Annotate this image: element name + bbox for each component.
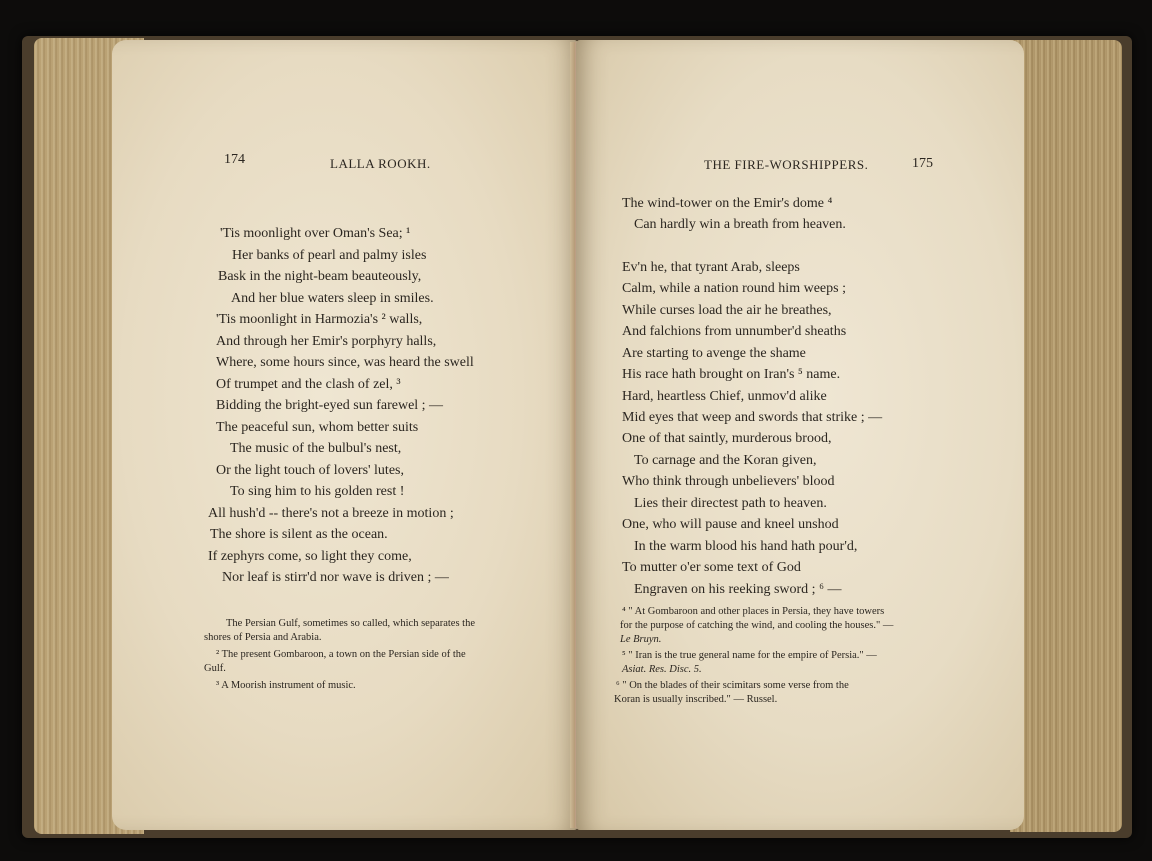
footnote-line: ⁴ " At Gombaroon and other places in Persia, they have towers: [622, 606, 885, 617]
verse-line: Of trumpet and the clash of zel, ³: [216, 377, 401, 392]
verse-line: Bask in the night-beam beauteously,: [218, 269, 422, 284]
footnote-line: for the purpose of catching the wind, and cooling the houses." —: [620, 620, 894, 631]
verse-line: And falchions from unnumber'd sheaths: [622, 324, 847, 339]
left-page: [112, 40, 578, 830]
verse-line: All hush'd -- there's not a breeze in motion ;: [208, 506, 454, 521]
verse-line: Where, some hours since, was heard the swell: [216, 355, 474, 370]
verse-line: If zephyrs come, so light they come,: [208, 549, 412, 564]
verse-line: Or the light touch of lovers' lutes,: [216, 463, 404, 478]
verse-line: Hard, heartless Chief, unmov'd alike: [622, 389, 827, 404]
verse-line: 'Tis moonlight in Harmozia's ² walls,: [216, 312, 423, 327]
verse-line: The music of the bulbul's nest,: [230, 441, 402, 456]
verse-line: The wind-tower on the Emir's dome ⁴: [622, 196, 833, 211]
footnote-line: The Persian Gulf, sometimes so called, which separates the: [226, 618, 476, 629]
verse-line: In the warm blood his hand hath pour'd,: [634, 539, 858, 554]
running-head: LALLA ROOKH.: [330, 156, 431, 171]
footnote-line: ⁵ " Iran is the true general name for the empire of Persia." —: [622, 650, 877, 661]
verse-line: Are starting to avenge the shame: [622, 346, 806, 361]
right-page: [576, 40, 1024, 830]
page-number: 175: [912, 156, 933, 171]
footnote-line: shores of Persia and Arabia.: [204, 632, 322, 643]
verse-line: One, who will pause and kneel unshod: [622, 517, 839, 532]
verse-line: To sing him to his golden rest !: [230, 484, 405, 499]
verse-line: While curses load the air he breathes,: [622, 303, 832, 318]
footnote-line: Koran is usually inscribed." — Russel.: [614, 694, 778, 705]
verse-line: His race hath brought on Iran's ⁵ name.: [622, 367, 841, 382]
verse-line: To mutter o'er some text of God: [622, 560, 801, 575]
verse-line: Her banks of pearl and palmy isles: [232, 248, 427, 263]
footnote-line: ⁶ " On the blades of their scimitars some verse from the: [616, 680, 849, 691]
footnote-line: ³ A Moorish instrument of music.: [216, 680, 356, 691]
footnote-line: Gulf.: [204, 663, 226, 674]
verse-line: Lies their directest path to heaven.: [634, 496, 827, 511]
verse-line: To carnage and the Koran given,: [634, 453, 817, 468]
footnote-line: Asiat. Res. Disc. 5.: [622, 664, 702, 675]
verse-line: Mid eyes that weep and swords that strike ; —: [622, 410, 883, 425]
right-page-edges: [1010, 40, 1122, 832]
verse-line: Bidding the bright-eyed sun farewel ; —: [216, 398, 444, 413]
verse-line: And her blue waters sleep in smiles.: [231, 291, 434, 306]
verse-line: Nor leaf is stirr'd nor wave is driven ; —: [222, 570, 449, 585]
verse-line: Can hardly win a breath from heaven.: [634, 217, 846, 232]
verse-line: Who think through unbelievers' blood: [622, 474, 835, 489]
page-number: 174: [224, 152, 245, 167]
footnote-line: Le Bruyn.: [620, 634, 662, 645]
verse-line: Engraven on his reeking sword ; ⁶ —: [634, 582, 842, 597]
verse-line: One of that saintly, murderous brood,: [622, 431, 832, 446]
verse-line: Calm, while a nation round him weeps ;: [622, 281, 846, 296]
running-head: THE FIRE-WORSHIPPERS.: [704, 157, 869, 172]
verse-line: The shore is silent as the ocean.: [210, 527, 388, 542]
footnote-line: ² The present Gombaroon, a town on the Persian side of the: [216, 649, 466, 660]
verse-line: Ev'n he, that tyrant Arab, sleeps: [622, 260, 800, 275]
verse-line: And through her Emir's porphyry halls,: [216, 334, 437, 349]
verse-line: 'Tis moonlight over Oman's Sea; ¹: [220, 226, 411, 241]
verse-line: The peaceful sun, whom better suits: [216, 420, 419, 435]
